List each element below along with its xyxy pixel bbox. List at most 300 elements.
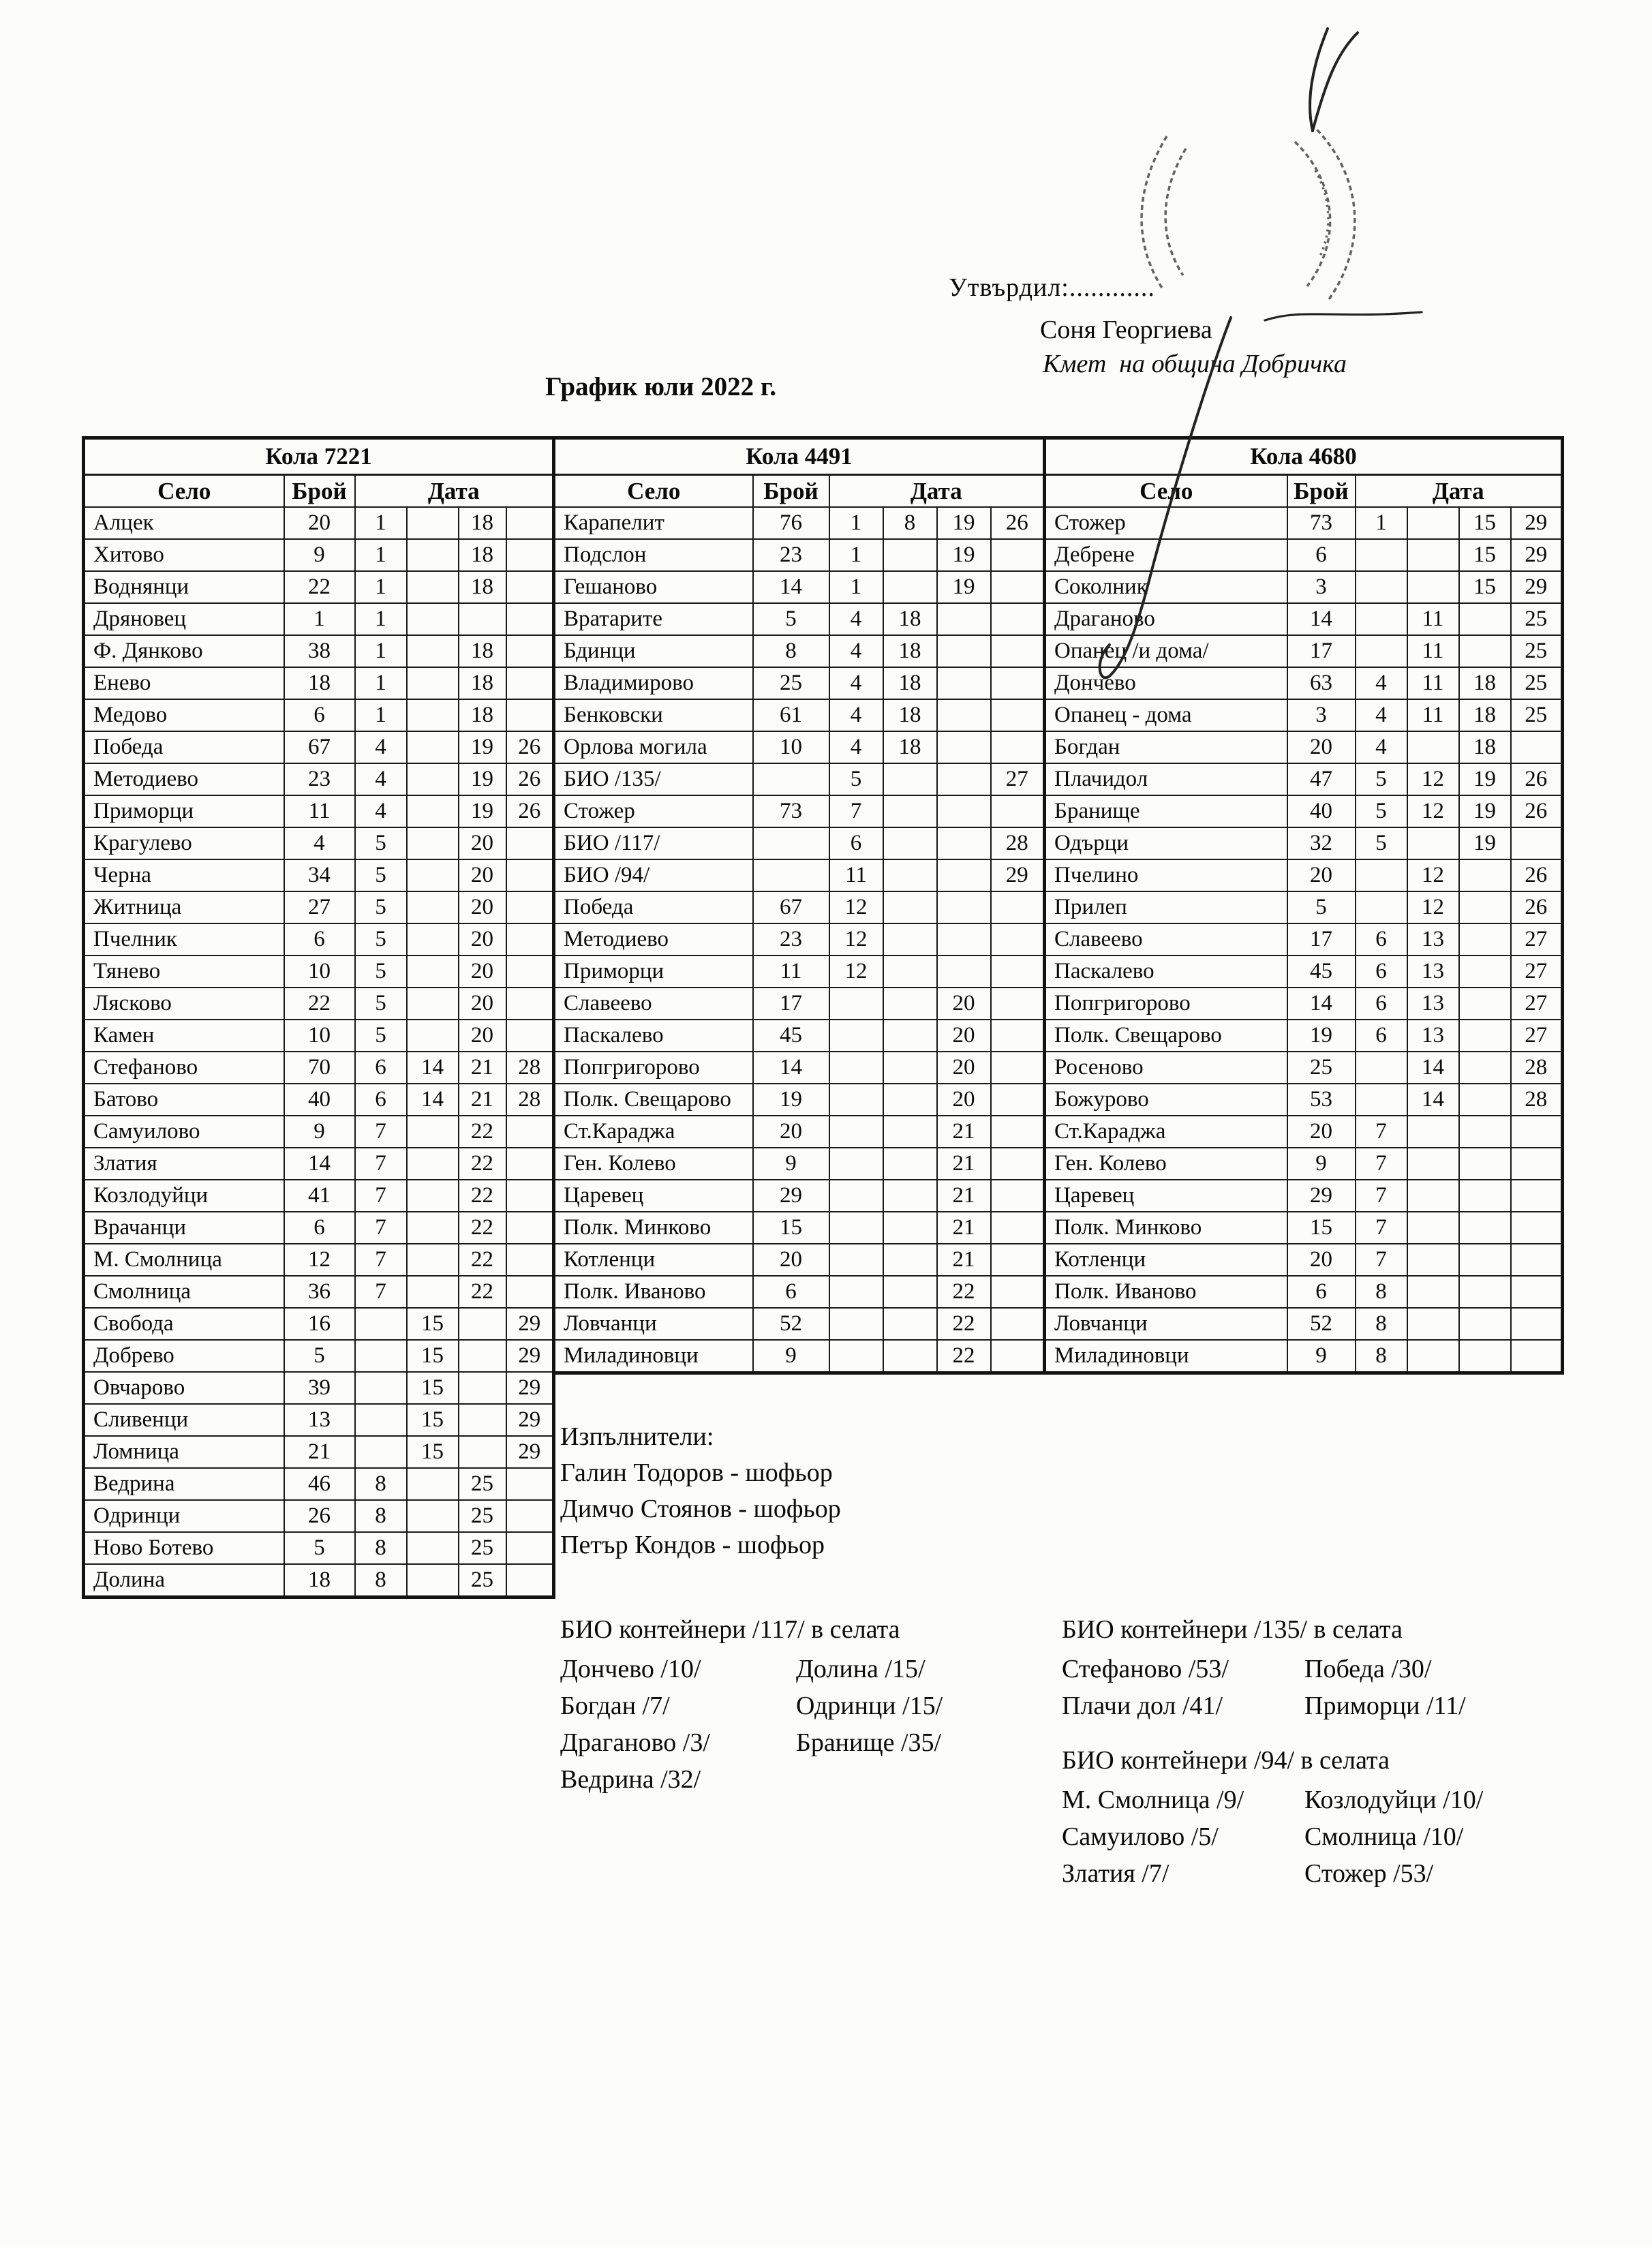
table-row	[84, 571, 554, 603]
table-row	[84, 507, 554, 539]
date-cell	[991, 1212, 1045, 1244]
village-cell: Котленци	[1045, 1244, 1287, 1276]
date-cell: 22	[459, 1116, 506, 1148]
village-cell: Божурово	[1045, 1084, 1287, 1116]
date-cell	[1459, 1340, 1511, 1373]
date-cell	[407, 859, 459, 891]
column-header-village: Село	[1045, 475, 1287, 508]
date-cell: 29	[991, 859, 1045, 891]
table-row	[554, 731, 1045, 763]
count-cell: 20	[284, 507, 355, 539]
bio-block-heading: БИО контейнери /135/ в селата	[1062, 1615, 1403, 1644]
date-cell	[883, 1244, 937, 1276]
date-cell: 4	[1356, 699, 1407, 731]
date-cell: 14	[1407, 1084, 1459, 1116]
village-cell: Свобода	[84, 1308, 284, 1340]
count-cell: 17	[1287, 635, 1356, 667]
table-row	[554, 1276, 1045, 1308]
date-cell	[883, 1212, 937, 1244]
date-cell: 28	[506, 1084, 554, 1116]
date-cell	[1356, 571, 1407, 603]
date-cell	[506, 1244, 554, 1276]
date-cell: 19	[459, 795, 506, 827]
date-cell	[459, 1340, 506, 1372]
table-row	[84, 1404, 554, 1436]
date-cell	[991, 699, 1045, 731]
village-cell: Златия	[84, 1148, 284, 1180]
date-cell: 8	[355, 1564, 407, 1598]
date-cell: 6	[829, 827, 883, 859]
date-cell	[1459, 1180, 1511, 1212]
village-cell: Лясково	[84, 988, 284, 1020]
bio-item: Стефаново /53/	[1062, 1655, 1229, 1683]
village-cell: Смолница	[84, 1276, 284, 1308]
date-cell	[506, 1564, 554, 1598]
village-cell: Одърци	[1045, 827, 1287, 859]
date-cell	[1459, 988, 1511, 1020]
bio-item: Дончево /10/	[560, 1655, 701, 1683]
count-cell: 9	[753, 1340, 829, 1373]
date-cell: 20	[937, 988, 991, 1020]
date-cell: 12	[829, 923, 883, 956]
date-cell	[1459, 603, 1511, 635]
date-cell: 8	[355, 1532, 407, 1564]
village-cell: Батово	[84, 1084, 284, 1116]
table-row	[1045, 795, 1563, 827]
count-cell: 34	[284, 859, 355, 891]
table-row	[84, 1532, 554, 1564]
date-cell	[1407, 1116, 1459, 1148]
date-cell	[1356, 859, 1407, 891]
table-row	[554, 923, 1045, 956]
date-cell: 18	[883, 731, 937, 763]
village-cell: Орлова могила	[554, 731, 753, 763]
date-cell: 22	[459, 1244, 506, 1276]
table-row	[84, 699, 554, 731]
table-row	[1045, 731, 1563, 763]
village-cell: Черна	[84, 859, 284, 891]
date-cell: 11	[829, 859, 883, 891]
date-cell	[1459, 859, 1511, 891]
date-cell: 18	[459, 667, 506, 699]
date-cell	[506, 956, 554, 988]
table-row	[554, 763, 1045, 795]
date-cell: 15	[407, 1308, 459, 1340]
village-cell: М. Смолница	[84, 1244, 284, 1276]
bio-item: Долина /15/	[796, 1655, 926, 1683]
count-cell: 25	[753, 667, 829, 699]
table-row	[84, 1500, 554, 1532]
approver-name: Соня Георгиева	[1040, 316, 1212, 344]
date-cell	[937, 956, 991, 988]
count-cell: 20	[1287, 859, 1356, 891]
village-cell: Победа	[554, 891, 753, 923]
village-cell: Владимирово	[554, 667, 753, 699]
date-cell: 22	[459, 1148, 506, 1180]
date-cell	[991, 956, 1045, 988]
date-cell: 21	[937, 1212, 991, 1244]
date-cell	[407, 603, 459, 635]
date-cell	[937, 827, 991, 859]
date-cell	[506, 667, 554, 699]
date-cell: 13	[1407, 956, 1459, 988]
date-cell: 18	[1459, 667, 1511, 699]
village-cell: Подслон	[554, 539, 753, 571]
date-cell: 20	[459, 1020, 506, 1052]
village-cell: Котленци	[554, 1244, 753, 1276]
village-cell: Житница	[84, 891, 284, 923]
village-cell: Ст.Караджа	[554, 1116, 753, 1148]
date-cell: 7	[1356, 1212, 1407, 1244]
table-row	[84, 923, 554, 956]
date-cell: 5	[1356, 827, 1407, 859]
date-cell: 4	[829, 635, 883, 667]
date-cell: 1	[355, 635, 407, 667]
count-cell: 9	[753, 1148, 829, 1180]
count-cell: 6	[284, 699, 355, 731]
date-cell: 4	[829, 699, 883, 731]
date-cell	[1407, 1244, 1459, 1276]
table-row	[1045, 635, 1563, 667]
village-cell: Стожер	[1045, 507, 1287, 539]
table-row	[1045, 891, 1563, 923]
date-cell	[991, 795, 1045, 827]
date-cell	[1407, 1212, 1459, 1244]
date-cell	[459, 1372, 506, 1404]
village-cell: Полк. Минково	[554, 1212, 753, 1244]
date-cell	[506, 539, 554, 571]
date-cell: 15	[1459, 539, 1511, 571]
date-cell: 5	[355, 988, 407, 1020]
date-cell: 7	[355, 1244, 407, 1276]
table-row	[554, 1212, 1045, 1244]
table-row	[1045, 923, 1563, 956]
date-cell	[829, 1180, 883, 1212]
date-cell	[829, 988, 883, 1020]
village-cell: Козлодуйци	[84, 1180, 284, 1212]
village-cell: Приморци	[84, 795, 284, 827]
table-row	[554, 571, 1045, 603]
date-cell	[1459, 1084, 1511, 1116]
date-cell	[506, 1468, 554, 1500]
date-cell: 6	[1356, 988, 1407, 1020]
count-cell: 13	[284, 1404, 355, 1436]
village-cell: Дончево	[1045, 667, 1287, 699]
table-title: Кола 4680	[1045, 438, 1563, 475]
date-cell	[937, 667, 991, 699]
date-cell: 4	[355, 763, 407, 795]
date-cell: 19	[459, 731, 506, 763]
date-cell: 6	[355, 1084, 407, 1116]
date-cell	[407, 1468, 459, 1500]
date-cell: 25	[1511, 635, 1563, 667]
table-row	[84, 988, 554, 1020]
table-row	[554, 1084, 1045, 1116]
date-cell	[1459, 635, 1511, 667]
date-cell: 1	[355, 603, 407, 635]
date-cell: 7	[1356, 1180, 1407, 1212]
date-cell	[506, 1500, 554, 1532]
date-cell: 28	[506, 1052, 554, 1084]
date-cell: 22	[459, 1276, 506, 1308]
date-cell	[1356, 539, 1407, 571]
date-cell	[883, 1148, 937, 1180]
village-cell: Сливенци	[84, 1404, 284, 1436]
date-cell: 7	[1356, 1244, 1407, 1276]
date-cell	[506, 1116, 554, 1148]
count-cell	[753, 859, 829, 891]
date-cell: 14	[1407, 1052, 1459, 1084]
count-cell: 11	[284, 795, 355, 827]
date-cell: 18	[459, 539, 506, 571]
date-cell: 29	[506, 1404, 554, 1436]
date-cell: 18	[1459, 731, 1511, 763]
village-cell: Карапелит	[554, 507, 753, 539]
date-cell	[991, 923, 1045, 956]
date-cell: 29	[1511, 507, 1563, 539]
date-cell: 26	[991, 507, 1045, 539]
table-row	[84, 1276, 554, 1308]
date-cell	[1511, 1116, 1563, 1148]
count-cell: 29	[753, 1180, 829, 1212]
date-cell	[883, 571, 937, 603]
count-cell: 4	[284, 827, 355, 859]
date-cell: 7	[355, 1148, 407, 1180]
date-cell	[1459, 1052, 1511, 1084]
village-cell: Богдан	[1045, 731, 1287, 763]
village-cell: Ведрина	[84, 1468, 284, 1500]
village-cell: Полк. Свещарово	[554, 1084, 753, 1116]
date-cell: 25	[459, 1564, 506, 1598]
date-cell: 14	[407, 1084, 459, 1116]
bio-item: Стожер /53/	[1304, 1859, 1434, 1888]
column-header-date: Дата	[355, 475, 554, 508]
village-cell: Медово	[84, 699, 284, 731]
date-cell	[1407, 1276, 1459, 1308]
date-cell: 8	[355, 1500, 407, 1532]
date-cell	[407, 507, 459, 539]
date-cell	[829, 1308, 883, 1340]
date-cell: 21	[937, 1148, 991, 1180]
count-cell: 11	[753, 956, 829, 988]
date-cell	[991, 667, 1045, 699]
count-cell: 20	[1287, 1244, 1356, 1276]
village-cell: Паскалево	[554, 1020, 753, 1052]
table-row	[84, 1436, 554, 1468]
date-cell	[937, 891, 991, 923]
date-cell	[1407, 539, 1459, 571]
village-cell: Долина	[84, 1564, 284, 1598]
table-row	[1045, 1244, 1563, 1276]
date-cell	[459, 1436, 506, 1468]
table-row	[1045, 699, 1563, 731]
date-cell	[1356, 603, 1407, 635]
date-cell	[1459, 1116, 1511, 1148]
village-cell: Ф. Дянково	[84, 635, 284, 667]
village-cell: БИО /94/	[554, 859, 753, 891]
village-cell: Гешаново	[554, 571, 753, 603]
count-cell: 14	[1287, 603, 1356, 635]
date-cell	[407, 667, 459, 699]
date-cell	[1407, 1340, 1459, 1373]
count-cell: 16	[284, 1308, 355, 1340]
date-cell: 5	[1356, 763, 1407, 795]
table-row	[1045, 827, 1563, 859]
date-cell: 20	[937, 1052, 991, 1084]
date-cell	[407, 539, 459, 571]
date-cell: 8	[1356, 1340, 1407, 1373]
date-cell: 29	[506, 1436, 554, 1468]
date-cell	[1459, 923, 1511, 956]
date-cell	[991, 1308, 1045, 1340]
date-cell	[407, 1500, 459, 1532]
date-cell: 11	[1407, 699, 1459, 731]
count-cell: 9	[284, 1116, 355, 1148]
table-row	[554, 859, 1045, 891]
table-row	[554, 1308, 1045, 1340]
count-cell: 1	[284, 603, 355, 635]
village-cell: Полк. Иваново	[1045, 1276, 1287, 1308]
date-cell	[1407, 731, 1459, 763]
date-cell: 19	[459, 763, 506, 795]
date-cell	[937, 699, 991, 731]
table-row	[84, 891, 554, 923]
date-cell	[1511, 1180, 1563, 1212]
vehicle-table-4680	[1043, 436, 1564, 1375]
date-cell	[883, 859, 937, 891]
date-cell	[1407, 1308, 1459, 1340]
table-row	[554, 507, 1045, 539]
column-header-count: Брой	[284, 475, 355, 508]
date-cell: 27	[991, 763, 1045, 795]
count-cell: 5	[753, 603, 829, 635]
bio-containers-117-block	[560, 1612, 943, 1798]
table-row	[554, 1180, 1045, 1212]
village-cell: Камен	[84, 1020, 284, 1052]
village-cell: Алцек	[84, 507, 284, 539]
date-cell	[883, 1276, 937, 1308]
count-cell: 15	[1287, 1212, 1356, 1244]
table-row	[1045, 507, 1563, 539]
table-row	[554, 1116, 1045, 1148]
count-cell: 46	[284, 1468, 355, 1500]
date-cell: 15	[407, 1340, 459, 1372]
date-cell: 6	[1356, 923, 1407, 956]
table-title: Кола 4491	[554, 438, 1045, 475]
table-row	[84, 1468, 554, 1500]
date-cell: 12	[1407, 795, 1459, 827]
date-cell: 12	[1407, 763, 1459, 795]
date-cell: 1	[355, 507, 407, 539]
count-cell: 20	[1287, 731, 1356, 763]
date-cell	[1356, 1052, 1407, 1084]
date-cell: 19	[937, 507, 991, 539]
count-cell: 27	[284, 891, 355, 923]
date-cell: 21	[459, 1052, 506, 1084]
table-row	[554, 1052, 1045, 1084]
date-cell: 20	[937, 1084, 991, 1116]
table-row	[84, 1244, 554, 1276]
village-cell: Полк. Свещарово	[1045, 1020, 1287, 1052]
date-cell: 8	[355, 1468, 407, 1500]
village-cell: Соколник	[1045, 571, 1287, 603]
date-cell	[1356, 635, 1407, 667]
date-cell: 20	[459, 956, 506, 988]
date-cell: 15	[1459, 571, 1511, 603]
date-cell	[506, 603, 554, 635]
date-cell: 26	[1511, 795, 1563, 827]
date-cell: 12	[829, 891, 883, 923]
table-row	[1045, 539, 1563, 571]
date-cell	[991, 603, 1045, 635]
village-cell: Самуилово	[84, 1116, 284, 1148]
date-cell	[407, 571, 459, 603]
count-cell: 23	[753, 923, 829, 956]
count-cell: 52	[753, 1308, 829, 1340]
table-row	[554, 667, 1045, 699]
village-cell: Славеево	[1045, 923, 1287, 956]
count-cell: 41	[284, 1180, 355, 1212]
table-row	[84, 1116, 554, 1148]
date-cell: 28	[1511, 1052, 1563, 1084]
table-row	[84, 603, 554, 635]
date-cell	[1407, 827, 1459, 859]
date-cell	[991, 1340, 1045, 1373]
date-cell: 26	[1511, 859, 1563, 891]
table-row	[554, 827, 1045, 859]
table-row	[1045, 763, 1563, 795]
count-cell: 52	[1287, 1308, 1356, 1340]
date-cell: 7	[355, 1116, 407, 1148]
table-row	[554, 1020, 1045, 1052]
date-cell	[1511, 731, 1563, 763]
date-cell: 21	[937, 1244, 991, 1276]
date-cell	[355, 1308, 407, 1340]
count-cell: 5	[284, 1532, 355, 1564]
date-cell	[883, 956, 937, 988]
date-cell: 13	[1407, 1020, 1459, 1052]
bio-item: Плачи дол /41/	[1062, 1692, 1223, 1720]
date-cell: 5	[1356, 795, 1407, 827]
date-cell	[883, 763, 937, 795]
vehicle-table-4491	[552, 436, 1046, 1375]
column-header-date: Дата	[829, 475, 1045, 508]
count-cell: 45	[753, 1020, 829, 1052]
date-cell: 7	[1356, 1116, 1407, 1148]
date-cell: 4	[355, 731, 407, 763]
bio-item: Победа /30/	[1304, 1655, 1432, 1683]
bio-containers-94-block	[1062, 1743, 1483, 1892]
date-cell	[883, 923, 937, 956]
date-cell: 19	[937, 539, 991, 571]
date-cell: 11	[1407, 603, 1459, 635]
table-row	[84, 827, 554, 859]
count-cell: 22	[284, 988, 355, 1020]
date-cell	[1356, 1084, 1407, 1116]
village-cell: Царевец	[1045, 1180, 1287, 1212]
count-cell: 53	[1287, 1084, 1356, 1116]
count-cell: 15	[753, 1212, 829, 1244]
date-cell: 20	[459, 891, 506, 923]
date-cell: 25	[1511, 699, 1563, 731]
date-cell	[883, 827, 937, 859]
village-cell: Дебрене	[1045, 539, 1287, 571]
column-header-village: Село	[84, 475, 284, 508]
date-cell: 25	[459, 1532, 506, 1564]
date-cell	[883, 539, 937, 571]
date-cell	[829, 1212, 883, 1244]
date-cell: 5	[355, 891, 407, 923]
